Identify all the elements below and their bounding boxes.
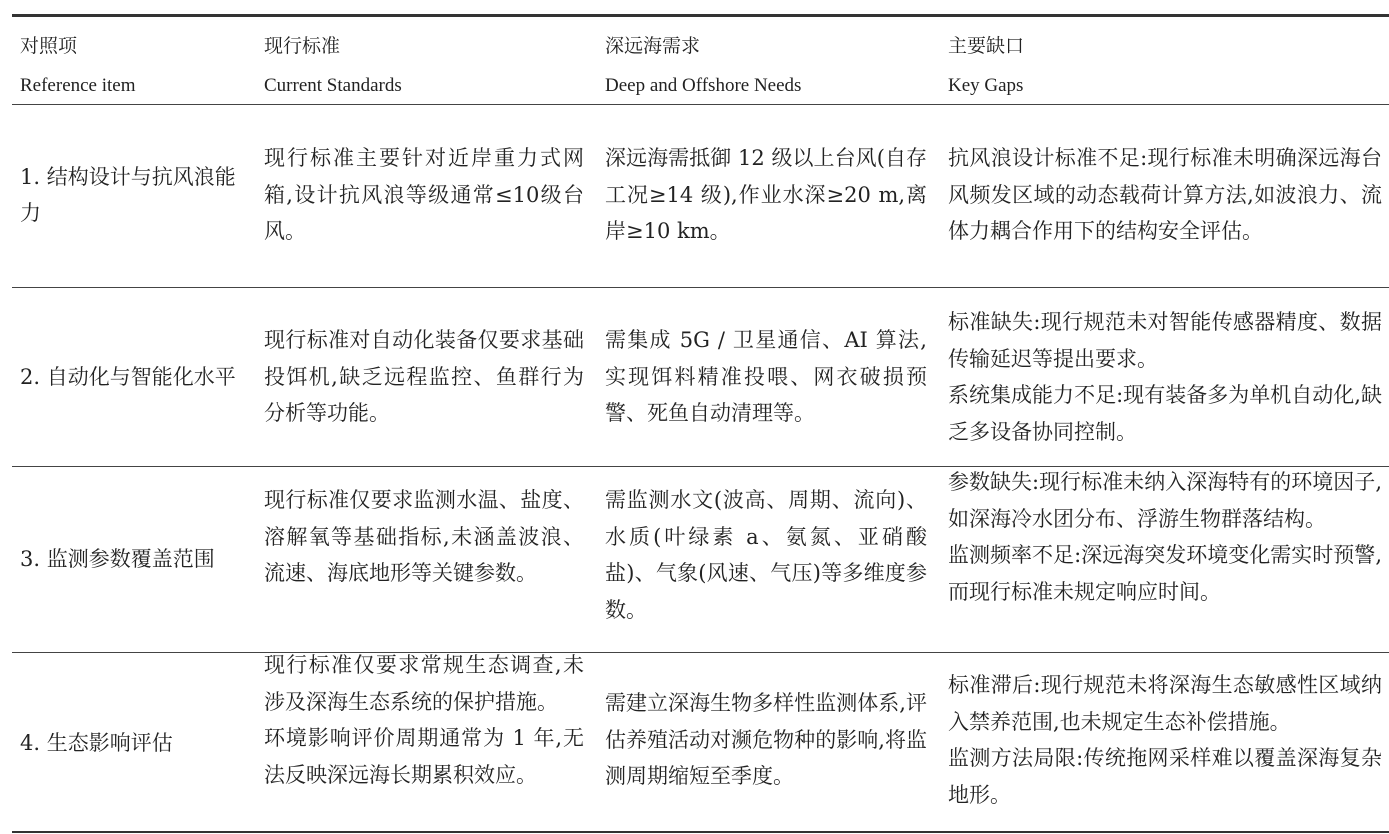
row-item-label [20,322,248,432]
cell-paragraph: 标准滞后:现行规范未将深海生态敏感性区域纳入禁养范围,也未规定生态补偿措施。 [948,673,1382,734]
cell-gaps [948,140,1382,250]
cell-paragraph: 现行标准对自动化装备仅要求基础投饵机,缺乏远程监控、鱼群行为分析等功能。 [264,328,584,425]
row-divider [12,287,1389,288]
header-en: Current Standards [264,75,402,96]
cell-needs [605,482,927,628]
cell-paragraph: 需建立深海生物多样性监测体系,评估养殖活动对濒危物种的影响,将监测周期缩短至季度。 [605,691,927,788]
row-item-text: 1. 结构设计与抗风浪能力 [20,164,236,225]
header-en: Reference item [20,75,136,96]
cell-paragraph: 监测频率不足:深远海突发环境变化需实时预警,而现行标准未规定响应时间。 [948,543,1382,604]
cell-current [264,482,584,592]
cell-paragraph: 标准缺失:现行规范未对智能传感器精度、数据传输延迟等提出要求。 [948,310,1382,371]
row-item-label [20,140,248,250]
cell-paragraph: 深远海需抵御 12 级以上台风(自存工况≥14 级),作业水深≥20 m,离岸≥10 km。 [605,146,927,243]
cell-gaps [948,667,1382,813]
header-current-standards [264,26,584,106]
cell-paragraph: 现行标准主要针对近岸重力式网箱,设计抗风浪等级通常≤10级台风。 [264,146,584,243]
cell-current [264,647,584,793]
table-bottom-rule [12,831,1389,833]
row-divider [12,652,1389,653]
cell-paragraph: 环境影响评价周期通常为 1 年,无法反映深远海长期累积效应。 [264,726,584,787]
cell-paragraph: 抗风浪设计标准不足:现行标准未明确深远海台风频发区域的动态载荷计算方法,如波浪力、流体力耦合作用下的结构安全评估。 [948,146,1382,243]
cell-needs [605,685,927,795]
header-needs [605,26,927,106]
cell-needs [605,140,927,250]
header-zh: 对照项 [20,35,78,57]
cell-paragraph: 需监测水文(波高、周期、流向)、水质(叶绿素 a、氨氮、亚硝酸盐)、气象(风速、气压)等多维度参数。 [605,488,927,622]
header-divider [12,104,1389,105]
header-reference-item [20,26,136,106]
row-item-text: 4. 生态影响评估 [20,730,173,755]
cell-paragraph: 系统集成能力不足:现有装备多为单机自动化,缺乏多设备协同控制。 [948,383,1382,444]
row-item-text: 3. 监测参数覆盖范围 [20,546,215,571]
cell-paragraph: 现行标准仅要求监测水温、盐度、溶解氧等基础指标,未涵盖波浪、流速、海底地形等关键参数。 [264,488,584,585]
cell-paragraph: 需集成 5G / 卫星通信、AI 算法,实现饵料精准投喂、网衣破损预警、死鱼自动清理等。 [605,328,927,425]
header-zh: 主要缺口 [948,35,1025,57]
cell-paragraph: 参数缺失:现行标准未纳入深海特有的环境因子,如深海冷水团分布、浮游生物群落结构。 [948,470,1382,531]
cell-paragraph: 监测方法局限:传统拖网采样难以覆盖深海复杂地形。 [948,746,1382,807]
cell-current [264,140,584,250]
table-top-rule [12,14,1389,17]
cell-paragraph: 现行标准仅要求常规生态调查,未涉及深海生态系统的保护措施。 [264,653,584,714]
cell-needs [605,322,927,432]
header-key-gaps [948,26,1382,106]
cell-gaps [948,464,1382,610]
row-item-text: 2. 自动化与智能化水平 [20,364,236,389]
header-zh: 深远海需求 [605,35,701,57]
header-en: Key Gaps [948,75,1024,96]
cell-current [264,322,584,432]
row-item-label [20,654,248,832]
header-zh: 现行标准 [264,35,341,57]
header-en: Deep and Offshore Needs [605,75,802,96]
row-item-label [20,468,248,650]
cell-gaps [948,304,1382,450]
